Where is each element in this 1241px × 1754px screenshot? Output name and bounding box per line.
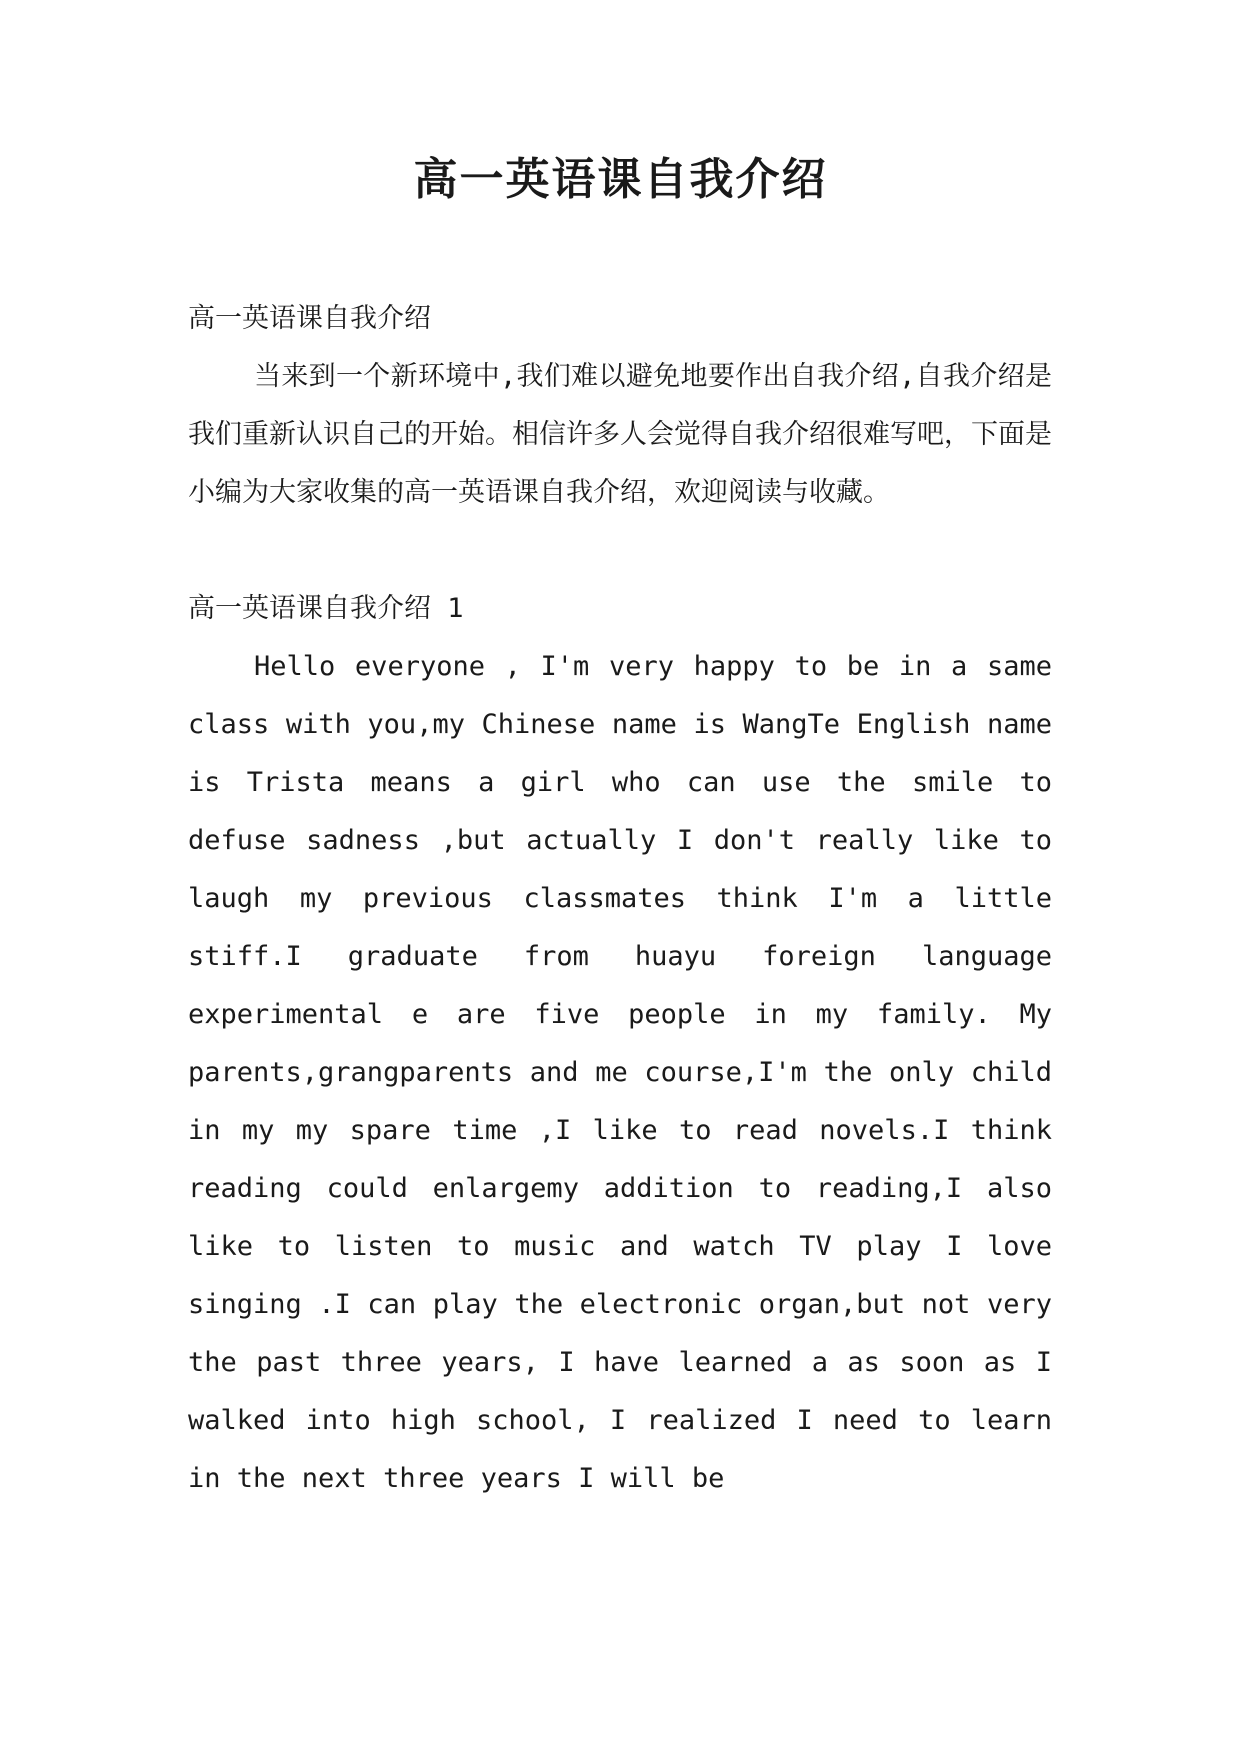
section-heading: 高一英语课自我介绍 1 <box>188 593 464 624</box>
intro-paragraph: 当来到一个新环境中,我们难以避免地要作出自我介绍,自我介绍是我们重新认识自己的开始。相信许多人会觉得自我介绍很难写吧，下面是小编为大家收集的高一英语课自我介绍，欢迎阅读与收藏。 <box>188 361 1052 508</box>
document-title: 高一英语课自我介绍 <box>413 154 828 205</box>
document-body <box>188 290 1052 1508</box>
section-paragraph: Hello everyone , I'm very happy to be in a same class with you,my Chinese name is WangTe English name is Trista means a girl who can use the smile to defuse sadness ,but actually I don't really like to laugh my previous classmates think I'm a little stiff.I graduate from huayu foreign language experimental e are five people in my family. My parents,grangparents and me course,I'm the only child in my my spare time ,I like to read novels.I think reading could enlargemy addition to reading,I also like to listen to music and watch TV play I love singing .I can play the electronic organ,but not very the past three years, I have learned a as soon as I walked into high school, I realized I need to learn in the next three years I will be <box>188 651 1052 1494</box>
intro-heading: 高一英语课自我介绍 <box>188 303 431 334</box>
